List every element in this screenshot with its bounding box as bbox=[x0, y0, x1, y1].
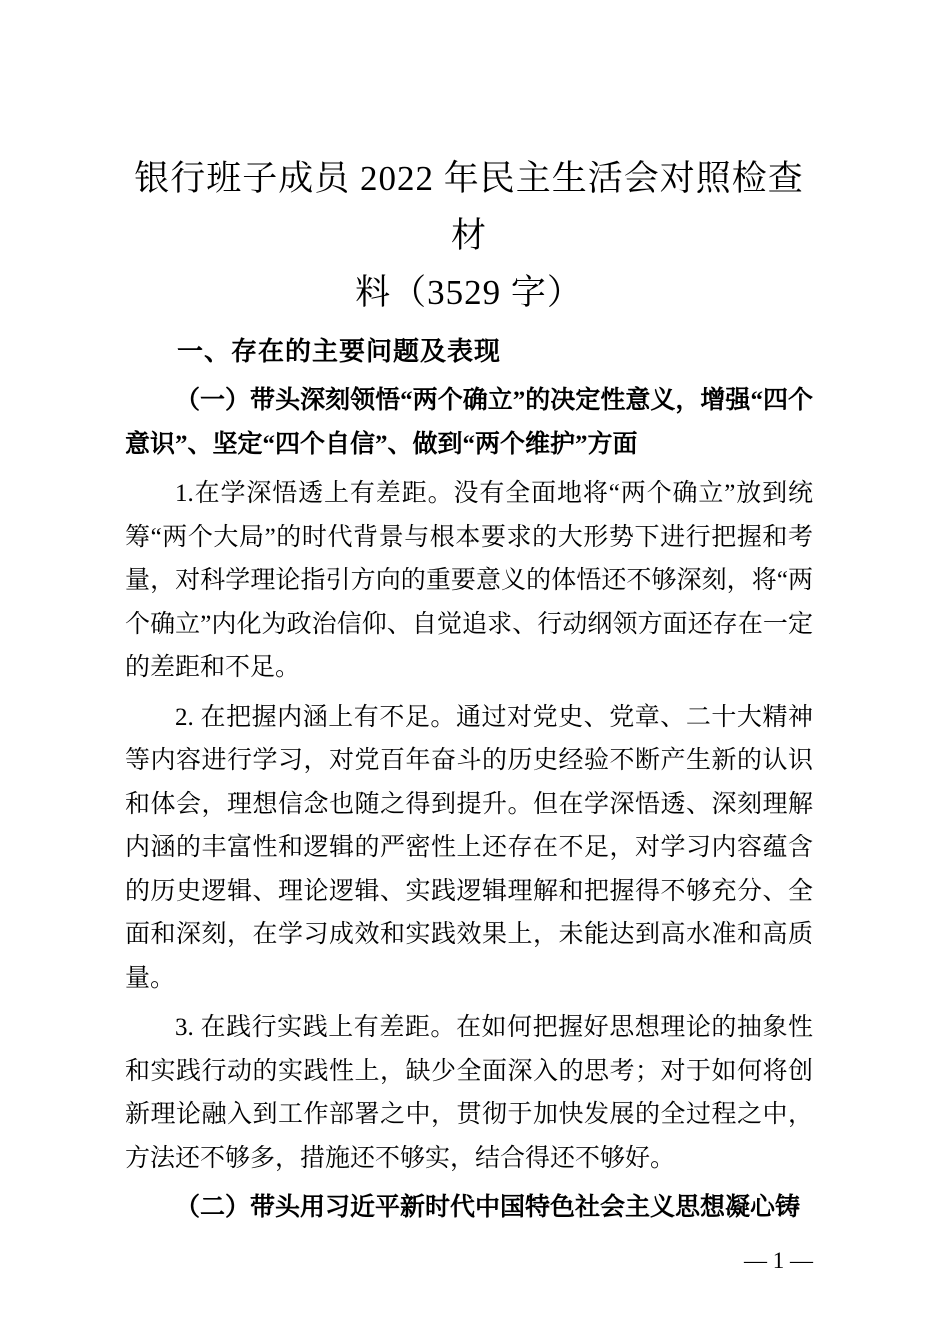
document-title bbox=[125, 150, 813, 321]
page-number: — 1 — bbox=[744, 1247, 813, 1273]
paragraph-item-3: 3. 在践行实践上有差距。在如何把握好思想理论的抽象性和实践行动的实践性上，缺少全面深入的思考；对于如何将创新理论融入到工作部署之中，贯彻于加快发展的全过程之中，方法还不够多，措施还不够实，结合得还不够好。 bbox=[125, 1014, 813, 1172]
section-heading: 一、存在的主要问题及表现 bbox=[177, 336, 502, 366]
paragraph-lead-1: （一）带头深刻领悟“两个确立”的决定性意义，增强“四个意识”、坚定“四个自信”、做到“两个维护”方面 bbox=[125, 387, 813, 458]
text-block bbox=[0, 150, 950, 1276]
paragraph-lead-2: （二）带头用习近平新时代中国特色社会主义思想凝心铸 bbox=[175, 1194, 801, 1221]
document-title-line-1: 银行班子成员 2022 年民主生活会对照检查材 bbox=[134, 159, 804, 255]
paragraph-item-1: 1.在学深悟透上有差距。没有全面地将“两个确立”放到统筹“两个大局”的时代背景与根本要求的大形势下进行把握和考量，对科学理论指引方向的重要意义的体悟还不够深刻，将“两个确立”内化为政治信仰、自觉追求、行动纲领方面还存在一定的差距和不足。 bbox=[125, 480, 813, 681]
paragraph-item-2: 2. 在把握内涵上有不足。通过对党史、党章、二十大精神等内容进行学习，对党百年奋斗的历史经验不断产生新的认识和体会，理想信念也随之得到提升。但在学深悟透、深刻理解内涵的丰富性和逻辑的严密性上还存在不足，对学习内容蕴含的历史逻辑、理论逻辑、实践逻辑理解和把握得不够充分、全面和深刻，在学习成效和实践效果上，未能达到高水准和高质量。 bbox=[125, 703, 813, 992]
document-title-line-2: 料（3529 字） bbox=[355, 273, 583, 312]
